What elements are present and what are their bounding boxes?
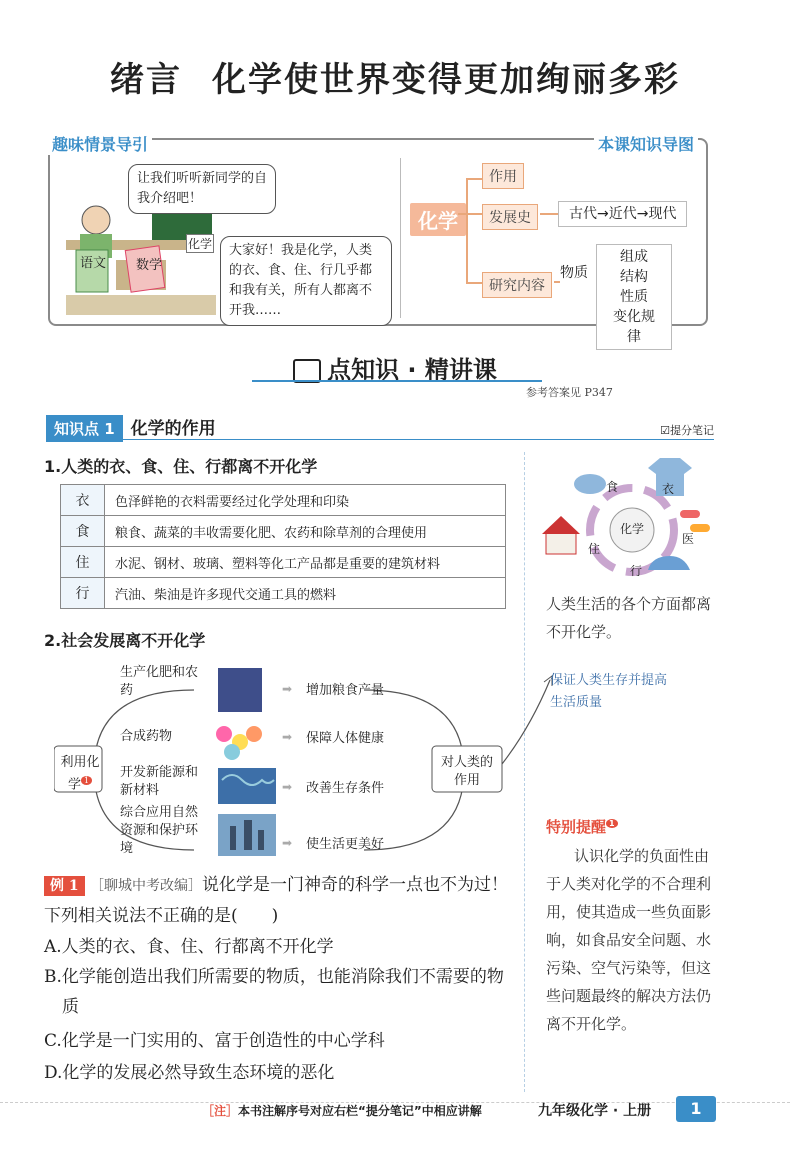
mindmap-matter: 物质 xyxy=(560,265,588,281)
table-row: 食 粮食、蔬菜的丰收需要化肥、农药和除草剂的合理使用 xyxy=(61,516,506,547)
human-role-label: 对人类的作用 xyxy=(440,755,493,788)
flow-result: 增加粮食产量 xyxy=(306,683,385,698)
math-book-label: 数学 xyxy=(135,258,162,273)
fertilizer-bag-label: 复合肥料 xyxy=(184,675,216,684)
mindmap-history-detail: 古代→近代→现代 xyxy=(558,201,687,227)
banner-underline xyxy=(252,380,542,382)
example-question xyxy=(44,870,518,931)
table-row: 住 水泥、钢材、玻璃、塑料等化工产品都是重要的建筑材料 xyxy=(61,547,506,578)
page-title: 绪言 化学使世界变得更加绚丽多彩 xyxy=(110,60,680,100)
car-icon xyxy=(648,556,690,570)
example-source: ［聊城中考改编］ xyxy=(90,878,203,894)
section2-heading: 2.社会发展离不开化学 xyxy=(44,631,206,650)
flow-source: 综合应用自然资源和保护环境 xyxy=(120,805,199,856)
note-tag: ☑提分笔记 xyxy=(660,424,714,437)
pill-icon xyxy=(680,510,700,518)
mindmap-connector xyxy=(466,178,468,284)
table-row: 行 汽油、柴油是许多现代交通工具的燃料 xyxy=(61,578,506,609)
fertilizer-bag xyxy=(218,668,262,712)
option-a: A.人类的衣、食、住、行都离不开化学 xyxy=(44,937,334,957)
column-divider xyxy=(524,452,525,1092)
kp-tag: 知识点 1 xyxy=(46,415,123,442)
teacher-figure xyxy=(82,206,110,234)
section1-heading: 1.人类的衣、食、住、行都离不开化学 xyxy=(44,457,318,476)
example-stem: 说化学是一门神奇的科学一点也不为过！下列相关说法不正确的是( ) xyxy=(44,875,509,926)
arrow-icon: ➡ xyxy=(282,730,293,744)
option-b: B.化学能创造出我们所需要的物质，也能消除我们不需要的物质 xyxy=(44,967,504,1017)
mindmap-root: 化学 xyxy=(410,203,466,236)
mindmap-matter-list xyxy=(596,244,672,350)
footnote-badge: 1 xyxy=(606,819,618,828)
speech-bubble-chemistry: 大家好！我是化学，人类的衣、食、住、行几乎都和我有关，所有人都离不开我…… xyxy=(220,236,392,326)
mindmap-branch-history: 发展史 xyxy=(482,204,538,230)
flow-result: 使生活更美好 xyxy=(306,837,385,852)
flow-source: 开发新能源和新材料 xyxy=(120,765,199,798)
arrow-icon: ➡ xyxy=(282,836,293,850)
list-item: 性质 xyxy=(620,289,648,305)
label-clothes: 衣 xyxy=(662,482,675,496)
flow-source: 合成药物 xyxy=(120,729,173,744)
special-reminder-text: 认识化学的负面性由于人类对化学的不合理利用，使其造成一些负面影响，如食品安全问题、水污染、空气污染等，但这些问题最终的解决方法仍离不开化学。 xyxy=(546,847,712,1033)
list-item: 结构 xyxy=(620,269,648,285)
life-table xyxy=(60,484,506,609)
mindmap-branch-role: 作用 xyxy=(482,163,524,189)
table-row: 衣 色泽鲜艳的衣料需要经过化学处理和印染 xyxy=(61,485,506,516)
label-food: 食 xyxy=(606,480,619,494)
pills-photo xyxy=(216,726,262,760)
example-tag: 例 1 xyxy=(44,876,85,896)
label-medicine: 医 xyxy=(682,532,695,546)
special-reminder-title: 特别提醒 $^1$ xyxy=(546,816,618,837)
panel-divider xyxy=(400,158,401,318)
list-item: 组成 xyxy=(620,249,648,265)
book-name: 九年级化学 · 上册 xyxy=(538,1103,652,1119)
page-number: 1 xyxy=(676,1096,716,1122)
side-center-label: 化学 xyxy=(620,522,645,536)
new-material-photo xyxy=(218,768,276,804)
flow-source: 生产化肥和农药 xyxy=(120,665,199,698)
chemistry-sign: 化学 xyxy=(186,234,214,253)
intro-tab-label: 趣味情景导引 xyxy=(48,132,152,155)
option-c: C.化学是一门实用的、富于创造性的中心学科 xyxy=(44,1031,385,1051)
arrow-icon: ➡ xyxy=(282,780,293,794)
house-icon xyxy=(542,516,580,534)
footnote-badge: 1 xyxy=(81,776,92,785)
arrow-icon: ➡ xyxy=(282,682,293,696)
kp-title: 化学的作用 xyxy=(130,419,216,439)
knowledge-point-header xyxy=(46,414,714,440)
list-item: 变化规律 xyxy=(613,309,655,345)
answer-reference: 参考答案见 P347 xyxy=(526,386,613,399)
label-travel: 行 xyxy=(630,564,643,578)
section-banner: 点知识 · 精讲课 xyxy=(0,350,790,385)
mindmap-tab-label: 本课知识导图 xyxy=(594,132,698,155)
mindmap-branch-content: 研究内容 xyxy=(482,272,552,298)
flow-result: 保障人体健康 xyxy=(306,731,385,746)
side-caption: 人类生活的各个方面都离不开化学。 xyxy=(546,595,712,641)
speech-bubble-teacher: 让我们听听新同学的自我介绍吧！ xyxy=(128,164,276,214)
use-chem-label: 利用化学 $^1$ xyxy=(60,755,100,793)
result-note: 保证人类生存并提高生活质量 xyxy=(550,673,668,710)
option-d: D.化学的发展必然导致生态环境的恶化 xyxy=(44,1063,335,1083)
rice-bowl-icon xyxy=(574,474,606,494)
label-house: 住 xyxy=(588,542,601,556)
footer-note: ［注］本书注解序号对应右栏“提分笔记”中相应讲解 xyxy=(202,1104,482,1118)
chinese-book-label: 语文 xyxy=(79,256,106,271)
flow-result: 改善生存条件 xyxy=(306,781,385,796)
